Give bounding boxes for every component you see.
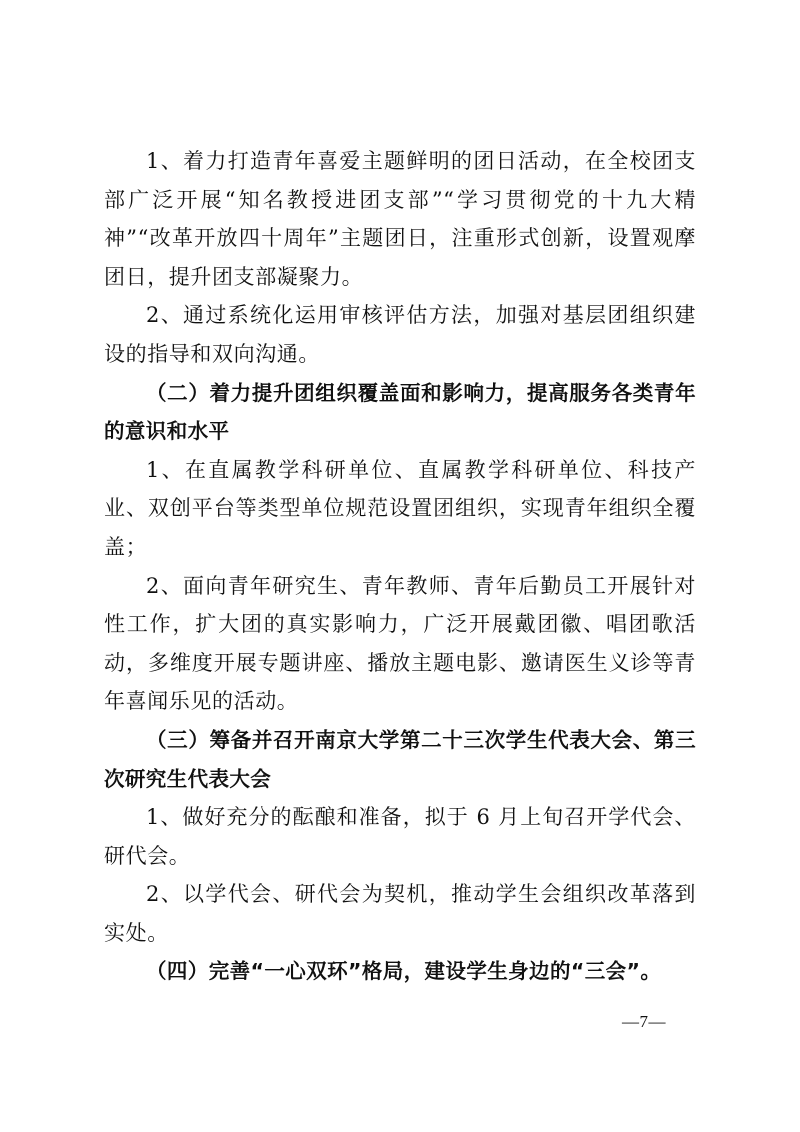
section-heading-2: （二）着力提升团组织覆盖面和影响力，提高服务各类青年的意识和水平 bbox=[104, 380, 696, 444]
paragraph-5: 1、做好充分的酝酿和准备，拟于 6 月上旬召开学代会、研代会。 bbox=[104, 805, 696, 868]
paragraph-3: 1、在直属教学科研单位、直属教学科研单位、科技产业、双创平台等类型单位规范设置团组织，实现青年组织全覆盖； bbox=[104, 457, 696, 559]
paragraph-1: 1、着力打造青年喜爱主题鲜明的团日活动，在全校团支部广泛开展“知名教授进团支部”“学习贯彻党的十九大精神”“改革开放四十周年”主题团日，注重形式创新，设置观摩团日，提升团支部凝聚力。 bbox=[104, 149, 696, 289]
page-number: —7— bbox=[622, 1012, 666, 1031]
paragraph-4: 2、面向青年研究生、青年教师、青年后勤员工开展针对性工作，扩大团的真实影响力，广泛开展戴团徽、唱团歌活动，多维度开展专题讲座、播放主题电影、邀请医生义诊等青年喜闻乐见的活动。 bbox=[104, 573, 696, 714]
section-heading-4: （四）完善“一心双环”格局，建设学生身边的“三会”。 bbox=[146, 959, 662, 984]
section-heading-3: （三）筹备并召开南京大学第二十三次学生代表大会、第三次研究生代表大会 bbox=[104, 727, 696, 791]
paragraph-2: 2、通过系统化运用审核评估方法，加强对基层团组织建设的指导和双向沟通。 bbox=[104, 303, 696, 366]
document-body bbox=[104, 142, 696, 991]
paragraph-6: 2、以学代会、研代会为契机，推动学生会组织改革落到实处。 bbox=[104, 882, 696, 945]
